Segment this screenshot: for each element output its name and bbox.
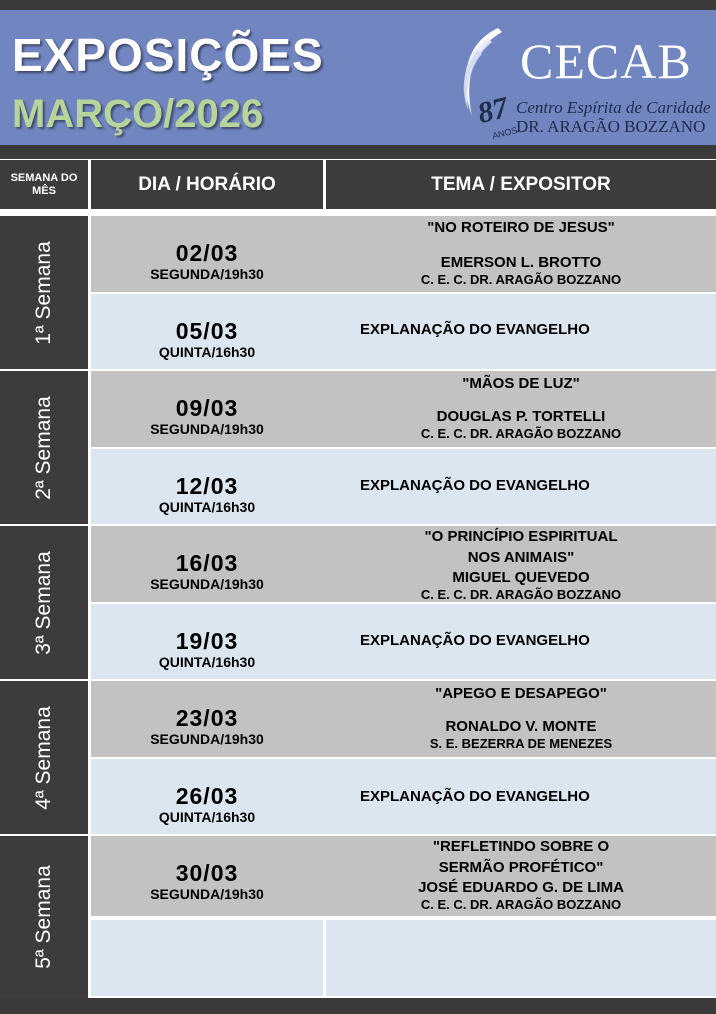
week-label: 4ª Semana: [32, 705, 55, 810]
empty-cell: [91, 920, 323, 996]
top-bar: [0, 0, 716, 10]
day-cell: [91, 783, 323, 825]
logo-subtitle-1: Centro Espírita de Caridade: [516, 98, 711, 117]
week-cell: [0, 836, 88, 998]
weekday-time: SEGUNDA/19h30: [150, 266, 264, 282]
date: 30/03: [175, 860, 239, 886]
cecab-logo: [450, 24, 710, 149]
weekday-time: SEGUNDA/19h30: [150, 731, 264, 747]
theme-cell: [326, 836, 716, 912]
logo-years-label: ANOS: [491, 125, 519, 141]
speaker-name: MIGUEL QUEVEDO: [452, 569, 590, 586]
weekday-time: SEGUNDA/19h30: [150, 576, 264, 592]
column-header-day: DIA / HORÁRIO: [91, 160, 323, 209]
logo-name: CECAB: [520, 33, 692, 89]
page-title: EXPOSIÇÕES: [12, 29, 324, 81]
speaker-name: EMERSON L. BROTTO: [440, 254, 602, 271]
day-cell: [91, 628, 323, 670]
weekday-time: QUINTA/16h30: [158, 344, 256, 360]
date: 26/03: [175, 783, 239, 809]
column-header-week: SEMANA DO MÊS: [0, 160, 88, 209]
weekday-time: QUINTA/16h30: [158, 654, 256, 670]
week-label: 5ª Semana: [32, 865, 55, 969]
week-label: 1ª Semana: [32, 240, 55, 345]
week-label: 2ª Semana: [32, 395, 55, 500]
talk-title-line-2: NOS ANIMAIS": [467, 549, 575, 566]
weekday-time: QUINTA/16h30: [158, 809, 256, 825]
talk-title: "MÃOS DE LUZ": [462, 375, 580, 392]
date: 12/03: [175, 473, 239, 499]
talk-title-line-2: SERMÃO PROFÉTICO": [438, 859, 604, 876]
theme-text: EXPLANAÇÃO DO EVANGELHO: [360, 477, 590, 494]
month-title: MARÇO/2026: [12, 92, 264, 136]
day-cell: [91, 240, 323, 282]
speaker-org: S. E. BEZERRA DE MENEZES: [429, 736, 613, 751]
talk-title: "NO ROTEIRO DE JESUS": [427, 219, 615, 236]
date: 19/03: [175, 628, 239, 654]
speaker-org: C. E. C. DR. ARAGÃO BOZZANO: [420, 272, 622, 287]
header-divider: [0, 145, 716, 159]
date: 05/03: [175, 318, 239, 344]
theme-text: EXPLANAÇÃO DO EVANGELHO: [360, 788, 590, 805]
week-cell: [0, 371, 88, 524]
talk-title-line-1: "REFLETINDO SOBRE O: [432, 838, 610, 855]
column-header-theme: TEMA / EXPOSITOR: [326, 160, 716, 209]
week-cell: [0, 681, 88, 834]
week-cell: [0, 216, 88, 369]
week-cell: [0, 526, 88, 679]
speaker-org: C. E. C. DR. ARAGÃO BOZZANO: [420, 426, 622, 441]
logo-subtitle-2: DR. ARAGÃO BOZZANO: [516, 117, 706, 136]
theme-text: EXPLANAÇÃO DO EVANGELHO: [360, 321, 590, 338]
date: 16/03: [175, 550, 239, 576]
weekday-time: SEGUNDA/19h30: [150, 886, 264, 902]
date: 09/03: [175, 395, 239, 421]
theme-text: EXPLANAÇÃO DO EVANGELHO: [360, 632, 590, 649]
logo-years: 87: [474, 90, 512, 131]
talk-title-line-1: "O PRINCÍPIO ESPIRITUAL: [424, 528, 618, 545]
theme-cell: [326, 217, 716, 287]
day-cell: [91, 705, 323, 747]
date: 23/03: [175, 705, 239, 731]
day-cell: [91, 860, 323, 902]
theme-cell: [326, 526, 716, 602]
speaker-org: C. E. C. DR. ARAGÃO BOZZANO: [420, 897, 622, 912]
date: 02/03: [175, 240, 239, 266]
week-label: 3ª Semana: [32, 550, 55, 655]
empty-cell: [326, 920, 716, 996]
day-cell: [91, 550, 323, 592]
day-cell: [91, 473, 323, 515]
talk-title: "APEGO E DESAPEGO": [435, 685, 607, 702]
speaker-name: DOUGLAS P. TORTELLI: [436, 408, 606, 425]
weekday-time: SEGUNDA/19h30: [150, 421, 264, 437]
speaker-name: JOSÉ EDUARDO G. DE LIMA: [418, 879, 624, 896]
footer-bar: [0, 998, 716, 1014]
header-banner: [0, 10, 716, 145]
day-cell: [91, 395, 323, 437]
speaker-name: RONALDO V. MONTE: [445, 718, 597, 735]
theme-cell: [326, 683, 716, 751]
day-cell: [91, 318, 323, 360]
weekday-time: QUINTA/16h30: [158, 499, 256, 515]
speaker-org: C. E. C. DR. ARAGÃO BOZZANO: [420, 587, 622, 602]
theme-cell: [326, 373, 716, 441]
